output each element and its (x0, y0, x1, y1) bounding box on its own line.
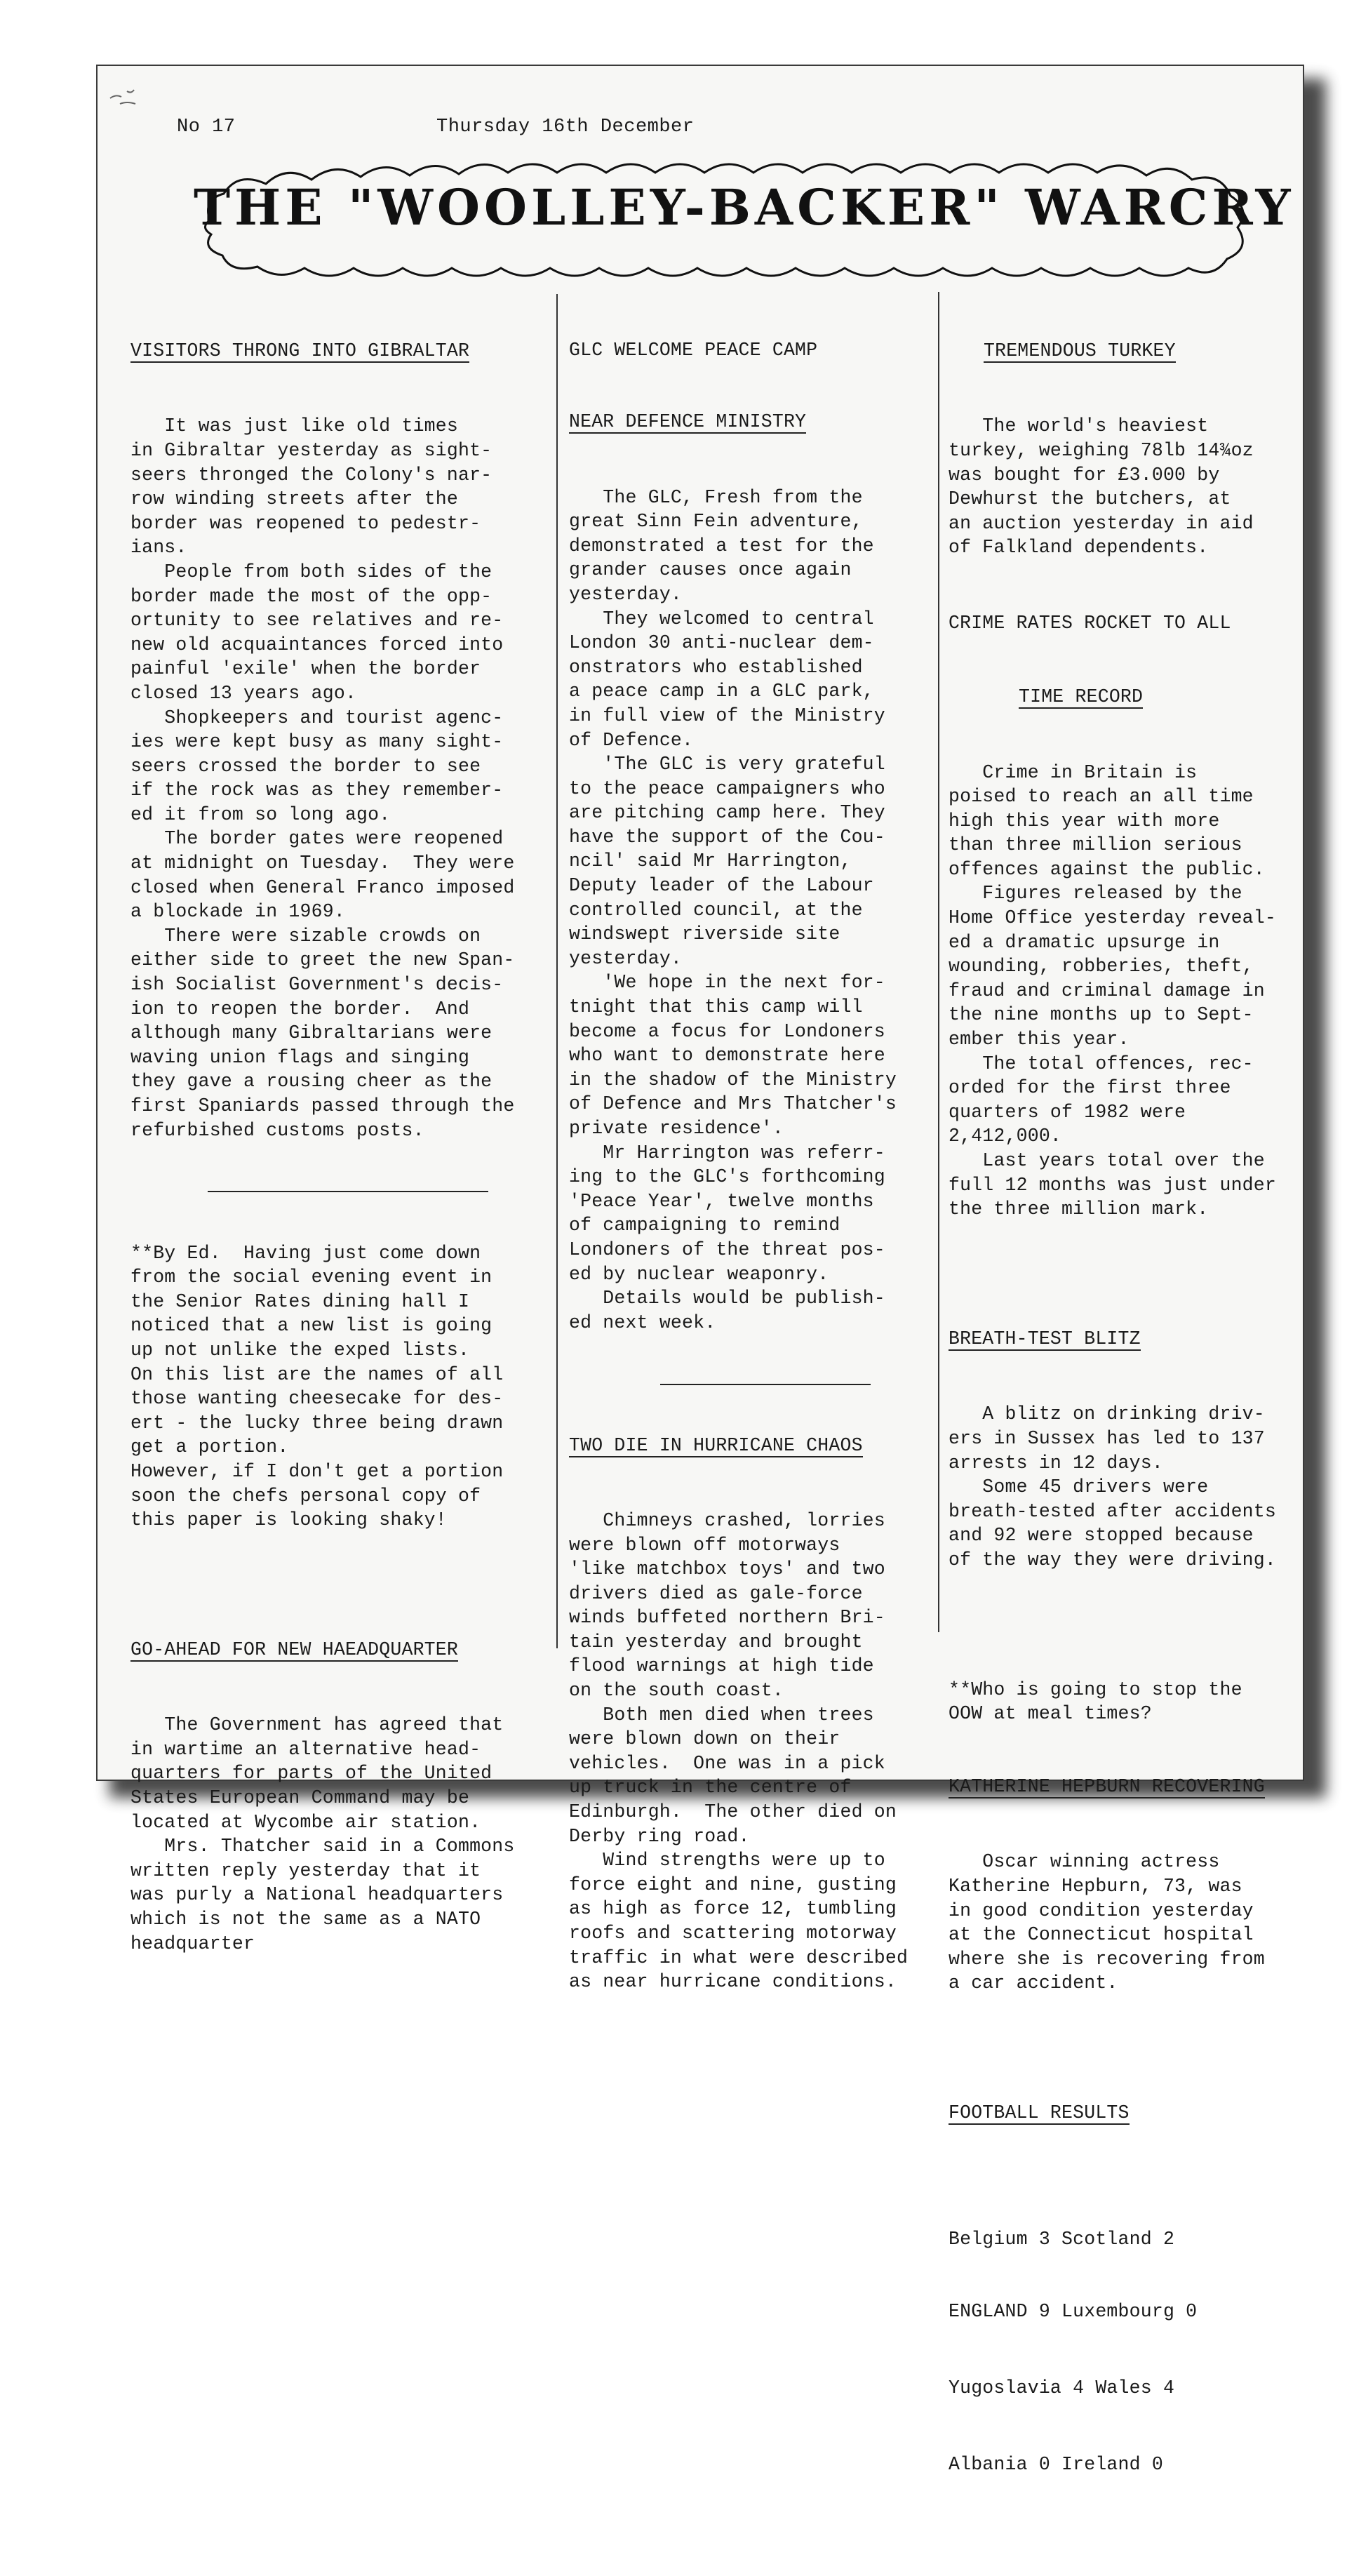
page-scuff-mark (106, 83, 162, 111)
article-headline-headquarter: GO-AHEAD FOR NEW HAEADQUARTER (130, 1639, 458, 1661)
article-headline-glc-line1: GLC WELCOME PEACE CAMP (569, 340, 818, 361)
section-divider (660, 1384, 871, 1385)
article-headline-football: FOOTBALL RESULTS (949, 2102, 1130, 2124)
article-body-hurricane: Chimneys crashed, lorries were blown off motorways 'like matchbox toys' and two drivers died as gale-force winds buffeted northern Bri- tain yesterday and brought flood warnings at high tide on the south coast. Both men died when trees were blown down on their vehicles. One was in a pick up truck in the centre of Edinburgh. The other died on Derby ring road. Wind strengths were up to force eight and nine, gusting as high as force 12, tumbling roofs and scattering motorway traffic in what were described as near hurricane conditions. (569, 1509, 909, 1993)
issue-number: No 17 (177, 116, 236, 138)
article-body-headquarter: The Government has agreed that in wartime an alternative head- quarters for parts of the United States European Command may be located at Wycombe air station. Mrs. Thatcher said in a Commons written reply yesterday that it was purly a National headquarters which is not the same as a NATO headquarter (130, 1714, 515, 1954)
column-3 (949, 291, 1299, 2576)
article-headline-hurricane: TWO DIE IN HURRICANE CHAOS (569, 1434, 863, 1456)
football-result-row: ENGLAND 9 Luxembourg 0 (949, 2300, 1198, 2322)
article-body-hepburn: Oscar winning actress Katherine Hepburn, 73, was in good condition yesterday at the Connecticut hospital where she is recovering from a car accident. (949, 1851, 1265, 1994)
article-body-crime: Crime in Britain is poised to reach an all time high this year with more than three million serious offences against the public. Figures released by the Home Office yesterday reveal- ed a dramatic upsurge in wounding, robberies, theft, fraud and criminal damage in the nine months up to Sept- ember this year. The total offences, rec- orded for the first three quarters of 1982 were 2,412,000. Last years total over the full 12 months was just under the three million mark. (949, 761, 1276, 1220)
article-body-turkey: The world's heaviest turkey, weighing 78lb 14¾oz was bought for £3.000 by Dewhurst the butchers, at an auction yesterday in aid of Falkland dependents. (949, 415, 1254, 559)
issue-date: Thursday 16th December (436, 116, 695, 138)
football-results-list (949, 2177, 1299, 2528)
football-result-row: Belgium 3 Scotland 2 (949, 2228, 1175, 2250)
section-divider (208, 1191, 488, 1192)
football-result-row: Albania 0 Ireland 0 (949, 2454, 1163, 2476)
newsletter-page (96, 65, 1304, 2476)
column-2 (569, 291, 983, 2043)
breath-test-note: **Who is going to stop the OOW at meal times? (949, 1679, 1242, 1725)
football-result-row: Yugoslavia 4 Wales 4 (949, 2377, 1175, 2399)
article-headline-breath-test: BREATH-TEST BLITZ (949, 1328, 1141, 1350)
article-body-gibraltar: It was just like old times in Gibraltar yesterday as sight- seers thronged the Colony's nar- row winding streets after the border was reopened to pedestr- ians. People from both sides of the border made the most of the opp- ortunity to see relatives and re- new old acquaintances forced into painful 'exile' when the border closed 13 years ago. Shopkeepers and tourist agenc- ies were kept busy as many sight- seers crossed the border to see if the rock was as they remember- ed it from so long ago. The border gates were reopened at midnight on Tuesday. They were closed when General Franco imposed a blockade in 1969. There were sizable crowds on either side to greet the new Span- ish Socialist Government's decis- ion to reopen the border. And although many Gibraltarians were waving union flags and singing they gave a rousing cheer as the first Spaniards passed through the refurbished customs posts. (130, 415, 515, 1141)
article-headline-crime-line2: TIME RECORD (1019, 686, 1144, 708)
article-body-breath-test: A blitz on drinking driv- ers in Sussex has led to 137 arrests in 12 days. Some 45 drivers were breath-tested after accidents and 92 were stopped because of the way they were driving. (949, 1403, 1276, 1570)
column-1 (130, 291, 558, 2004)
masthead-title: THE "WOOLLEY-BACKER" WARCRY (194, 178, 1295, 236)
editor-note: **By Ed. Having just come down from the social evening event in the Senior Rates dining hall I noticed that a new list is going up not unlike the exped lists. On this list are the names of all those wanting cheesecake for des- ert - the lucky three being drawn get a portion. However, if I don't get a portion soon the chefs personal copy of this paper is looking shaky! (130, 1242, 504, 1531)
article-headline-turkey: TREMENDOUS TURKEY (984, 340, 1176, 362)
article-headline-crime: CRIME RATES ROCKET TO ALL (949, 613, 1231, 634)
article-headline-hepburn: KATHERINE HEPBURN RECOVERING (949, 1776, 1265, 1798)
article-headline-glc-line2: NEAR DEFENCE MINISTRY (569, 411, 807, 433)
article-body-glc: The GLC, Fresh from the great Sinn Fein adventure, demonstrated a test for the grander causes once again yesterday. They welcomed to central London 30 anti-nuclear dem- onstrators who established a peace camp in a GLC park, in full view of the Ministry of Defence. 'The GLC is very grateful to the peace campaigners who are pitching camp here. They have the support of the Cou- ncil' said Mr Harrington, Deputy leader of the Labour controlled council, at the windswept riverside site yesterday. 'We hope in the next for- tnight that this camp will become a focus for Londoners who want to demonstrate here in the shadow of the Ministry of Defence and Mrs Thatcher's private residence'. Mr Harrington was referr- ing to the GLC's forthcoming 'Peace Year', twelve months of campaigning to remind Londoners of the threat pos- ed by nuclear weaponry. Details would be publish- ed next week. (569, 486, 897, 1333)
article-headline-gibraltar: VISITORS THRONG INTO GIBRALTAR (130, 340, 470, 362)
